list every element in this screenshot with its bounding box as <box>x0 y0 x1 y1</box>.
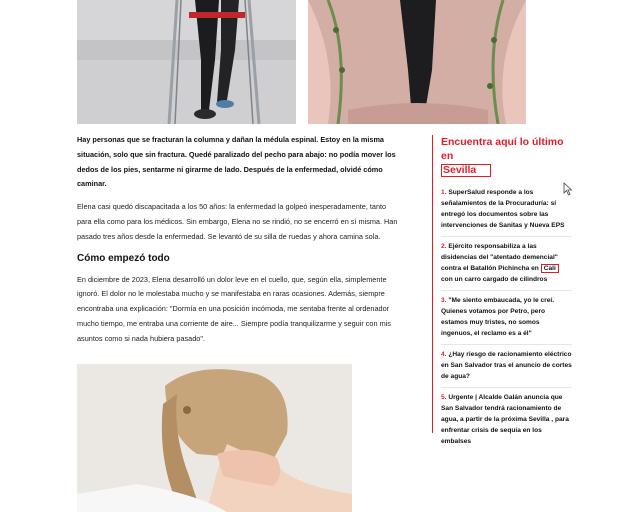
news-item-number: 4. <box>441 351 447 358</box>
news-item-3[interactable] <box>441 291 572 345</box>
section-heading: Cómo empezó todo <box>77 252 170 264</box>
news-item-2[interactable] <box>441 237 572 291</box>
news-item-title[interactable]: ¿Hay riesgo de racionamiento eléctrico en San Salvador tras el anuncio de cortes de agua? <box>441 351 572 380</box>
latest-news-sidebar <box>432 135 572 445</box>
article-paragraph-2: En diciembre de 2023, Elena desarrolló un dolor leve en el cuello, que, según ella, simplemente ignoró. El dolor no le molestaba mucho y se manifestaba en raras ocasiones. Además, siempre encontraba una explicación: "Dormía en una posición incómoda, me sentaba frente al ordenador mucho tiempo, me entraba una corriente de aire... Siempre podía tranquilizarme y seguir con mis asuntos como si nada hubiera pasado". <box>77 274 391 343</box>
mouse-cursor-icon <box>563 182 573 196</box>
article-photo-crutches <box>77 0 296 124</box>
news-item-title[interactable]: "Me siento embaucada, yo le creí. Quienes votamos por Petro, pero estamos muy tristes, no somos ingenuos, el reclamo es a él" <box>441 297 555 337</box>
news-item-title[interactable]: Urgente | Alcalde Galán anuncia que San Salvador tendrá racionamiento de agua, a partir de la próxima Sevilla , para enfrentar crisis de sequía en los embalses <box>441 394 569 445</box>
news-item-title[interactable]: SuperSalud responde a los señalamientos de la Procuraduría: sí entregó los documentos sobre las intervenciones de Sanitas y Nueva EPS <box>441 189 565 229</box>
news-item-number: 2. <box>441 243 447 250</box>
photo-crutches-illustration <box>77 0 296 124</box>
sidebar-title <box>441 135 572 177</box>
news-item-title-end[interactable]: con un carro cargado de cilindros <box>441 276 548 283</box>
news-item-title[interactable]: Ejército responsabiliza a las disidencias del "atentado demencial" contra el Batallón Pichincha en <box>441 243 558 272</box>
article-body <box>77 133 402 355</box>
news-item-number: 5. <box>441 394 447 401</box>
photo-arch-illustration <box>308 0 526 124</box>
news-item-5[interactable] <box>441 388 572 452</box>
news-item-number: 1. <box>441 189 447 196</box>
article-intro: Hay personas que se fracturan la columna y dañan la médula espinal. Estoy en la misma situación, solo que sin fractura. Quedé paralizado del pecho para abajo: no podía mover los dedos de los pies, sentarme ni girarme de lado. Después de la enfermedad, olvidé cómo caminar. <box>77 135 396 189</box>
sidebar-city-link[interactable]: Sevilla <box>441 164 491 177</box>
photo-neck-illustration <box>77 364 352 512</box>
news-item-4[interactable] <box>441 345 572 388</box>
article-photo-neck-pain <box>77 364 352 512</box>
article-photo-flower-arch <box>308 0 526 124</box>
news-item-number: 3. <box>441 297 447 304</box>
news-item-city-highlight[interactable]: Cali <box>541 264 559 273</box>
news-item-1[interactable] <box>441 183 572 237</box>
article-paragraph-1: Elena casi quedó discapacitada a los 50 años: la enfermedad la golpeó inesperadamente, tanto para ella como para los médicos. Sin embargo, Elena no se rindió, no se encerró en sí misma. Han pasado tres años desde la enfermedad. Se levantó de su silla de ruedas y ahora camina sola. <box>77 202 398 241</box>
sidebar-title-prefix: Encuentra aquí lo último en <box>441 136 564 162</box>
